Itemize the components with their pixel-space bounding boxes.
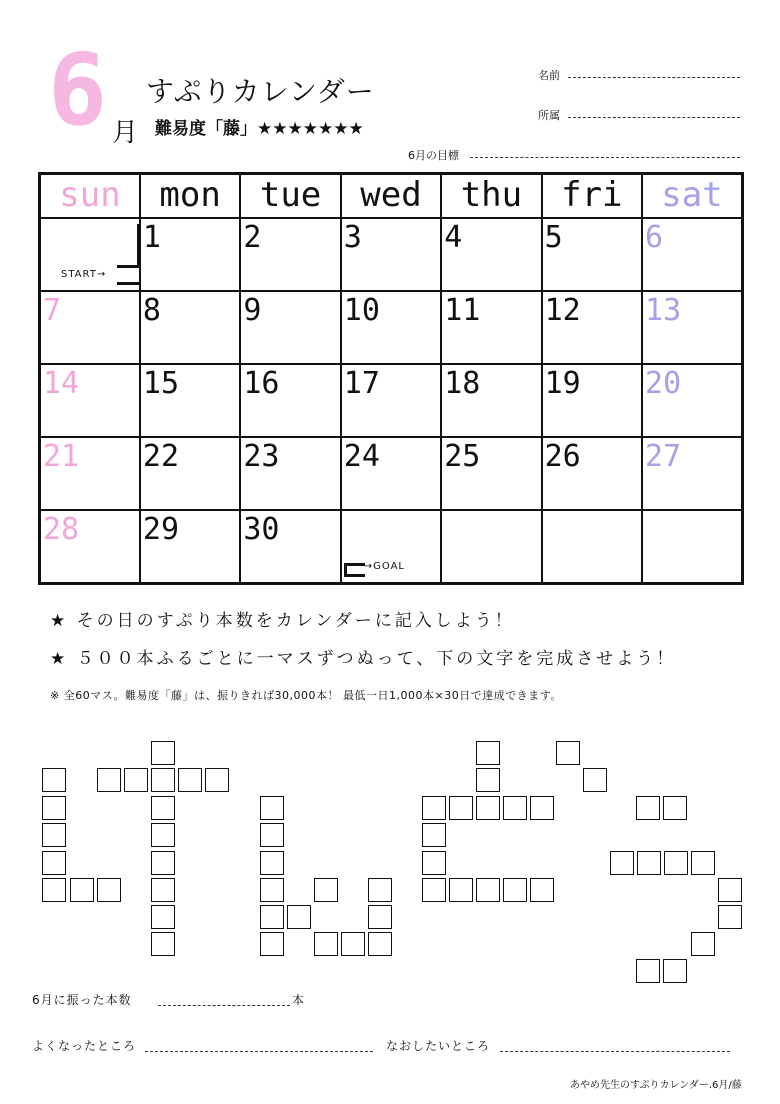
- calendar-week-row: [40, 510, 743, 584]
- name-label: 名前: [538, 69, 560, 82]
- day-number: 15: [142, 366, 180, 401]
- coloring-box[interactable]: [260, 796, 284, 820]
- calendar-day-cell[interactable]: [441, 510, 541, 584]
- calendar-day-cell[interactable]: [542, 364, 642, 437]
- day-number: 26: [544, 439, 581, 474]
- calendar-day-cell[interactable]: [642, 364, 742, 437]
- calendar-day-cell[interactable]: [240, 510, 340, 584]
- page-title: すぷりカレンダー: [146, 75, 375, 108]
- day-number: 16: [243, 366, 280, 401]
- coloring-box[interactable]: [42, 768, 66, 792]
- coloring-box[interactable]: [476, 878, 500, 902]
- affiliation-field[interactable]: [568, 116, 740, 118]
- calendar-day-cell[interactable]: [441, 364, 541, 437]
- coloring-box[interactable]: [42, 878, 66, 902]
- day-number: 11: [444, 293, 481, 328]
- calendar-grid: [38, 172, 744, 585]
- day-number: 9: [243, 293, 262, 328]
- day-number: 17: [343, 366, 380, 401]
- calendar-day-cell[interactable]: [40, 291, 140, 364]
- coloring-box[interactable]: [663, 796, 687, 820]
- day-number: 4: [444, 220, 463, 255]
- day-number: 19: [544, 366, 581, 401]
- coloring-box[interactable]: [97, 768, 121, 792]
- calendar-day-cell[interactable]: [140, 364, 240, 437]
- calendar-day-cell[interactable]: [140, 510, 240, 584]
- calendar-day-cell[interactable]: [341, 510, 441, 584]
- coloring-box[interactable]: [260, 905, 284, 929]
- start-marker: [117, 265, 139, 285]
- day-number: 8: [142, 293, 161, 328]
- calendar-day-cell[interactable]: [642, 437, 742, 510]
- coloring-box[interactable]: [151, 741, 175, 765]
- day-number: 14: [43, 366, 80, 401]
- weekday-wed: wed: [341, 174, 441, 219]
- coloring-box[interactable]: [664, 851, 688, 875]
- day-number: 25: [444, 439, 481, 474]
- day-number: 3: [343, 220, 362, 255]
- coloring-box[interactable]: [368, 878, 392, 902]
- calendar-day-cell[interactable]: [240, 364, 340, 437]
- day-number: 5: [544, 220, 563, 255]
- coloring-box[interactable]: [422, 851, 446, 875]
- day-number: 20: [645, 366, 682, 401]
- coloring-box[interactable]: [449, 878, 473, 902]
- coloring-box[interactable]: [151, 851, 175, 875]
- calendar-day-cell[interactable]: [341, 218, 441, 291]
- weekday-fri: fri: [542, 174, 642, 219]
- coloring-box[interactable]: [691, 932, 715, 956]
- coloring-box[interactable]: [42, 851, 66, 875]
- day-number: 28: [43, 512, 80, 547]
- coloring-box[interactable]: [42, 823, 66, 847]
- affiliation-label: 所属: [538, 109, 560, 122]
- start-label: START→: [61, 269, 107, 280]
- day-number: 6: [645, 220, 664, 255]
- calendar-day-cell[interactable]: [40, 437, 140, 510]
- coloring-box[interactable]: [151, 878, 175, 902]
- calendar-day-cell[interactable]: [642, 510, 742, 584]
- day-number: 7: [43, 293, 62, 328]
- calendar-day-cell[interactable]: [642, 218, 742, 291]
- calendar-day-cell[interactable]: [240, 218, 340, 291]
- instruction-2: ★ ５００本ふるごとに一マスずつぬって、下の文字を完成させよう！: [50, 649, 677, 669]
- good-points-label: よくなったところ: [32, 1039, 137, 1053]
- coloring-box[interactable]: [610, 851, 634, 875]
- weekday-sat: sat: [642, 174, 742, 219]
- day-number: 24: [343, 439, 380, 474]
- coloring-box[interactable]: [368, 905, 392, 929]
- calendar-day-cell[interactable]: [341, 364, 441, 437]
- calendar-week-row: [40, 364, 743, 437]
- coloring-box[interactable]: [422, 796, 446, 820]
- coloring-box[interactable]: [718, 905, 742, 929]
- coloring-box[interactable]: [341, 932, 365, 956]
- coloring-box[interactable]: [503, 878, 527, 902]
- good-points-field[interactable]: [145, 1050, 373, 1052]
- weekday-thu: thu: [441, 174, 541, 219]
- coloring-box[interactable]: [97, 878, 121, 902]
- name-field[interactable]: [568, 76, 740, 78]
- credit-text: あやめ先生のすぷりカレンダー.6月/藤: [570, 1080, 742, 1091]
- calendar-day-cell[interactable]: [542, 218, 642, 291]
- weekday-header-row: [40, 174, 743, 219]
- coloring-box[interactable]: [663, 959, 687, 983]
- coloring-box[interactable]: [476, 741, 500, 765]
- total-label: 6月に振った本数: [32, 993, 132, 1007]
- coloring-box[interactable]: [530, 796, 554, 820]
- day-number: 27: [645, 439, 682, 474]
- day-number: [442, 511, 540, 513]
- calendar-day-cell[interactable]: [441, 437, 541, 510]
- goal-marker: [344, 563, 365, 577]
- calendar-day-cell[interactable]: [40, 364, 140, 437]
- day-number: [643, 511, 741, 513]
- coloring-box[interactable]: [636, 959, 660, 983]
- coloring-box[interactable]: [530, 878, 554, 902]
- coloring-box[interactable]: [449, 796, 473, 820]
- coloring-box[interactable]: [151, 932, 175, 956]
- weekday-mon: mon: [140, 174, 240, 219]
- coloring-box[interactable]: [260, 932, 284, 956]
- fix-points-field[interactable]: [500, 1050, 730, 1052]
- coloring-box[interactable]: [636, 796, 660, 820]
- coloring-box[interactable]: [205, 768, 229, 792]
- calendar-day-cell[interactable]: [240, 291, 340, 364]
- weekday-tue: tue: [240, 174, 340, 219]
- coloring-box[interactable]: [42, 796, 66, 820]
- month-kanji: 月: [112, 118, 139, 148]
- fix-points-label: なおしたいところ: [386, 1039, 491, 1053]
- calendar-day-cell[interactable]: [40, 218, 140, 291]
- coloring-box[interactable]: [637, 851, 661, 875]
- calendar-day-cell[interactable]: [240, 437, 340, 510]
- calendar-day-cell[interactable]: [140, 437, 240, 510]
- calendar-day-cell[interactable]: [642, 291, 742, 364]
- coloring-box[interactable]: [124, 768, 148, 792]
- calendar-day-cell[interactable]: [542, 437, 642, 510]
- day-number: 29: [142, 512, 180, 547]
- calendar-day-cell[interactable]: [341, 437, 441, 510]
- day-number: 18: [444, 366, 481, 401]
- weekday-sun: sun: [40, 174, 140, 219]
- coloring-box[interactable]: [718, 878, 742, 902]
- coloring-box[interactable]: [260, 878, 284, 902]
- coloring-box[interactable]: [287, 905, 311, 929]
- coloring-box[interactable]: [260, 851, 284, 875]
- calendar-day-cell[interactable]: [40, 510, 140, 584]
- calendar-day-cell[interactable]: [441, 218, 541, 291]
- coloring-box[interactable]: [151, 905, 175, 929]
- day-number: 12: [544, 293, 581, 328]
- coloring-box[interactable]: [178, 768, 202, 792]
- coloring-box[interactable]: [476, 768, 500, 792]
- coloring-box[interactable]: [314, 932, 338, 956]
- goal-label: →GOAL: [363, 561, 406, 572]
- day-number: 21: [43, 439, 80, 474]
- difficulty-rating: 難易度「藤」★★★★★★★: [155, 119, 364, 139]
- day-number: 22: [142, 439, 180, 474]
- coloring-box[interactable]: [583, 768, 607, 792]
- calendar-week-row: [40, 437, 743, 510]
- coloring-box[interactable]: [422, 878, 446, 902]
- calendar-day-cell[interactable]: [441, 291, 541, 364]
- day-number: [543, 511, 641, 513]
- coloring-box[interactable]: [476, 796, 500, 820]
- coloring-box[interactable]: [151, 796, 175, 820]
- goal-field[interactable]: [470, 156, 740, 158]
- day-number: 13: [645, 293, 682, 328]
- calendar-day-cell[interactable]: [341, 291, 441, 364]
- instruction-1: ★ その日のすぷり本数をカレンダーに記入しよう！: [50, 611, 515, 631]
- goal-label: 6月の目標: [408, 149, 459, 162]
- coloring-box[interactable]: [691, 851, 715, 875]
- note-text: ※ 全60マス。難易度「藤」は、振りきれば30,000本！ 最低一日1,000本×30日で達成できます。: [50, 689, 562, 702]
- total-field[interactable]: [158, 1004, 290, 1006]
- calendar-day-cell[interactable]: [140, 218, 240, 291]
- coloring-box[interactable]: [368, 932, 392, 956]
- day-number: 30: [243, 512, 280, 547]
- coloring-box[interactable]: [260, 823, 284, 847]
- total-unit: 本: [292, 993, 306, 1007]
- month-number: 6: [48, 34, 108, 148]
- calendar-week-row: [40, 218, 743, 291]
- coloring-box[interactable]: [422, 823, 446, 847]
- coloring-box[interactable]: [70, 878, 94, 902]
- day-number: [342, 511, 440, 513]
- day-number: 2: [243, 220, 262, 255]
- calendar-day-cell[interactable]: [542, 291, 642, 364]
- coloring-box[interactable]: [151, 768, 175, 792]
- coloring-box[interactable]: [314, 878, 338, 902]
- coloring-box[interactable]: [556, 741, 580, 765]
- calendar-day-cell[interactable]: [140, 291, 240, 364]
- coloring-box[interactable]: [503, 796, 527, 820]
- calendar-day-cell[interactable]: [542, 510, 642, 584]
- day-number: 1: [142, 220, 161, 255]
- day-number: [41, 219, 139, 221]
- day-number: 23: [243, 439, 280, 474]
- calendar-week-row: [40, 291, 743, 364]
- coloring-box[interactable]: [151, 823, 175, 847]
- day-number: 10: [343, 293, 380, 328]
